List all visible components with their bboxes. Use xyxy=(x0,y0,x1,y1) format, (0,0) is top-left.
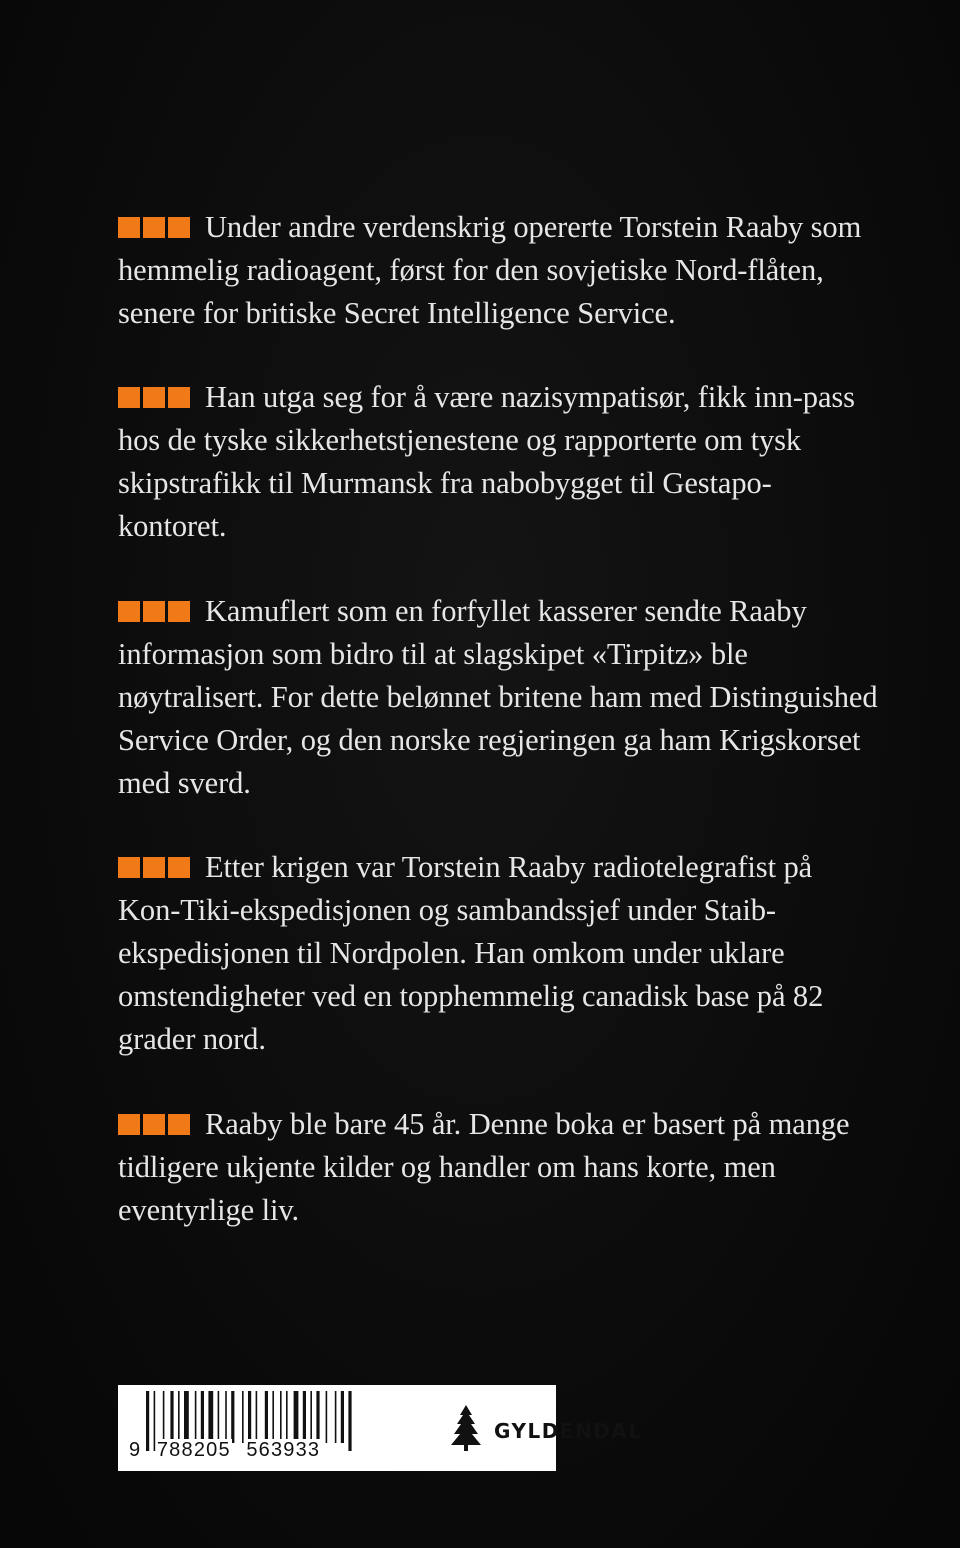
barcode-panel xyxy=(118,1385,643,1471)
barcode-bar xyxy=(272,1391,274,1443)
publisher-name: GYLDENDAL xyxy=(494,1419,643,1443)
bullet-squares-icon xyxy=(118,1103,193,1146)
barcode-bar xyxy=(335,1391,337,1443)
barcode-bar xyxy=(195,1391,197,1443)
barcode-bar xyxy=(225,1391,227,1443)
barcode-bar xyxy=(294,1391,299,1443)
blurb-text-1: Under andre verdenskrig opererte Torstein Raaby som hemmelig radioagent, først for den sovjetiske Nord-flåten, senere for britiske Secret Intelligence Service. xyxy=(118,210,862,330)
blurb-paragraph-5 xyxy=(118,1103,878,1232)
barcode-bar xyxy=(242,1391,244,1443)
barcode-bar xyxy=(178,1391,180,1443)
barcode-bar xyxy=(184,1391,189,1443)
blurb-text-4: Etter krigen var Torstein Raaby radiotelegrafist på Kon-Tiki-ekspedisjonen og sambandssjef under Staib-ekspedisjonen til Nordpolen. Han omkom under uklare omstendigheter ved en topphemmelig canadisk base på 82 grader nord. xyxy=(118,850,824,1056)
barcode-bar xyxy=(303,1391,306,1443)
blurb-text-5: Raaby ble bare 45 år. Denne boka er basert på mange tidligere ukjente kilder og handler om hans korte, men eventyrlige liv. xyxy=(118,1107,850,1227)
barcode-bar xyxy=(163,1391,165,1443)
barcode-bar xyxy=(218,1391,220,1443)
isbn-digits: 9 788205 563933 xyxy=(129,1439,321,1461)
blurb-paragraph-3 xyxy=(118,590,878,805)
barcode-bar xyxy=(341,1391,344,1443)
barcode-bar xyxy=(170,1391,173,1443)
bullet-squares-icon xyxy=(118,590,193,633)
barcode-bar xyxy=(256,1391,258,1443)
barcode-bar xyxy=(208,1391,213,1443)
barcode-bar xyxy=(316,1391,319,1443)
blurb-paragraph-1 xyxy=(118,206,878,335)
bullet-squares-icon xyxy=(118,846,193,889)
blurb-text-2: Han utga seg for å være nazisympatisør, fikk inn-pass hos de tyske sikkerhetstjenestene og rapporterte om tysk skipstrafikk til Murmansk fra nabobygget til Gestapo-kontoret. xyxy=(118,380,855,543)
publisher-logo xyxy=(450,1405,660,1453)
fir-tree-icon xyxy=(450,1405,482,1451)
barcode-bar xyxy=(280,1391,282,1443)
barcode-bar xyxy=(265,1391,268,1443)
bullet-squares-icon xyxy=(118,376,193,419)
bullet-squares-icon xyxy=(118,206,193,249)
blurb-paragraph-2 xyxy=(118,376,878,548)
barcode-bar xyxy=(201,1391,204,1443)
barcode-bar xyxy=(286,1391,288,1443)
barcode-bar xyxy=(326,1391,328,1443)
blurb-text-3: Kamuflert som en forfyllet kasserer sendte Raaby informasjon som bidro til at slagskipet «Tirpitz» ble nøytralisert. For dette belønnet britene ham med Distinguished Service Order, og den norske regjeringen ga ham Krigskorset med sverd. xyxy=(118,594,878,800)
barcode-bar xyxy=(248,1391,251,1443)
barcode-bar xyxy=(231,1391,234,1443)
blurb-paragraph-4 xyxy=(118,846,878,1061)
barcode-bar xyxy=(310,1391,312,1443)
